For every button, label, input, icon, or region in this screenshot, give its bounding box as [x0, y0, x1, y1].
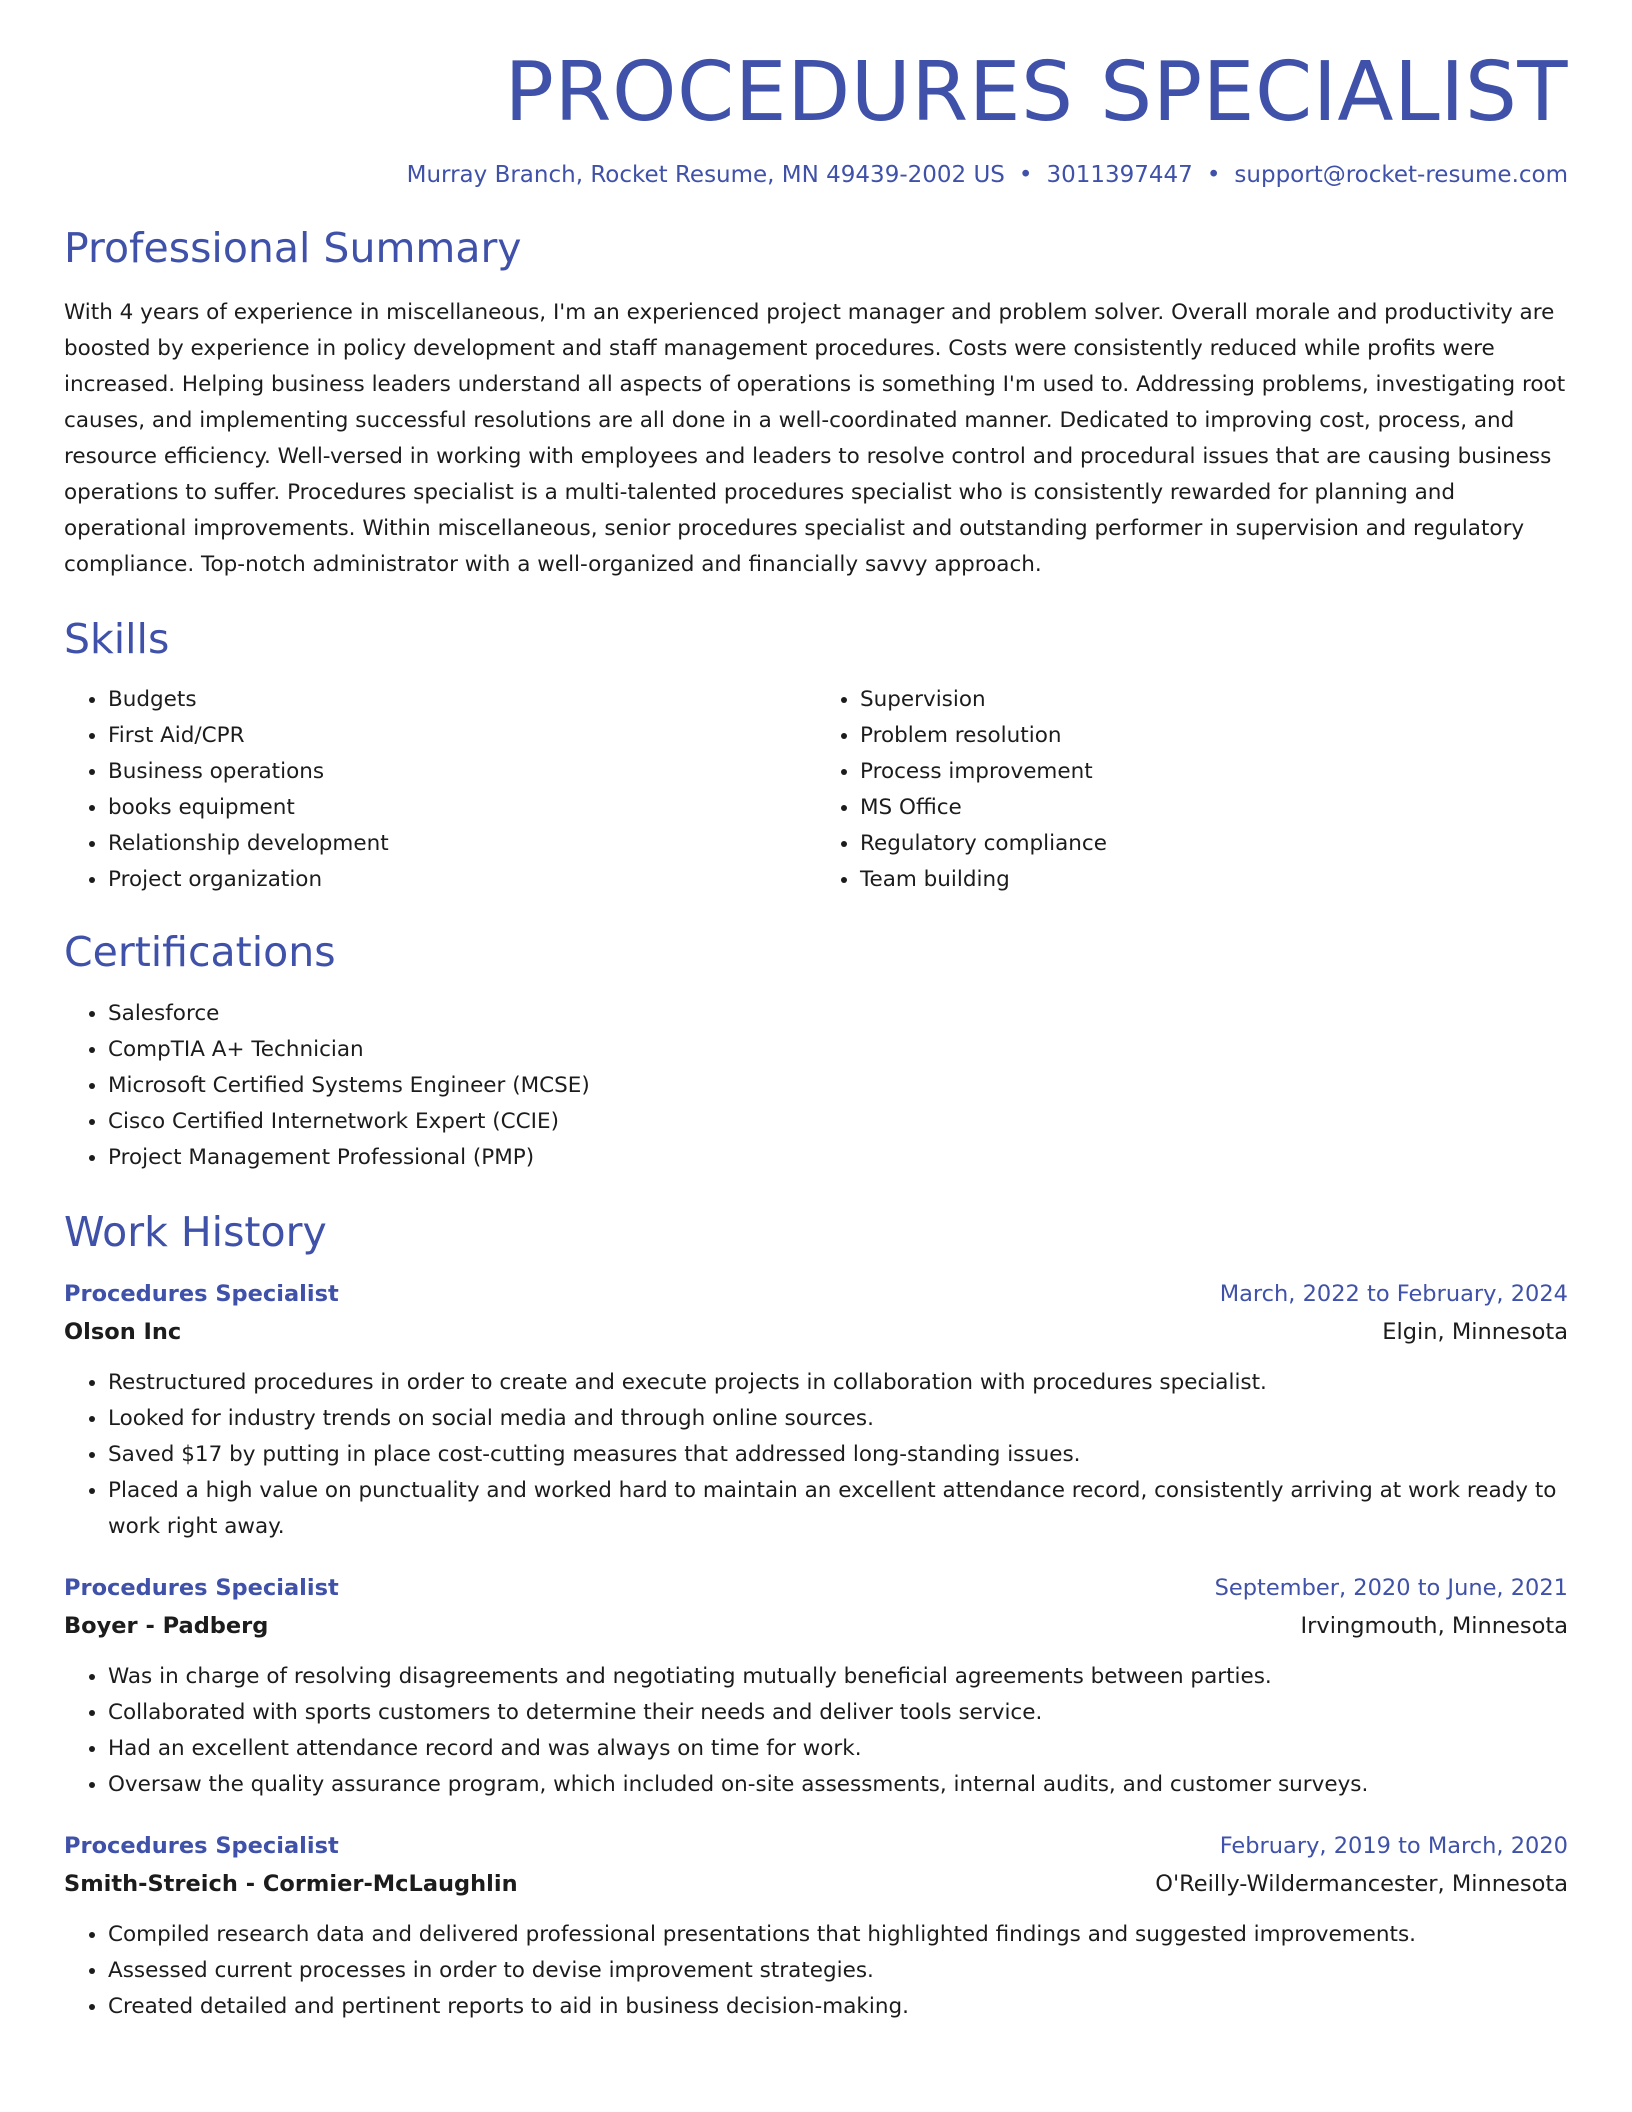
job-bullet: • Saved $17 by putting in place cost-cutting measures that addressed long-standing issues. — [108, 1437, 1568, 1473]
certification-item: • Project Management Professional (PMP) — [108, 1140, 1568, 1176]
contact-separator: • — [1206, 162, 1221, 189]
job-entry — [64, 1827, 1568, 2025]
job-bullet: • Placed a high value on punctuality and worked hard to maintain an excellent attendance record, consistently arriving at work ready to work right away. — [108, 1473, 1568, 1545]
skill-item: • Problem resolution — [860, 718, 1568, 754]
certification-item: • Cisco Certified Internetwork Expert (CCIE) — [108, 1104, 1568, 1140]
page-title: PROCEDURES SPECIALIST — [504, 45, 1568, 140]
job-header-row — [64, 1569, 1568, 1607]
email-link[interactable]: support@rocket-resume.com — [1234, 162, 1568, 189]
job-company-row — [64, 1865, 1568, 1903]
job-title: Procedures Specialist — [64, 1574, 339, 1601]
section-heading-certifications: Certifications — [64, 928, 336, 977]
section-heading-work-history: Work History — [64, 1207, 327, 1256]
resume-header — [64, 46, 1568, 188]
job-bullet: • Looked for industry trends on social media and through online sources. — [108, 1401, 1568, 1437]
job-company-row — [64, 1607, 1568, 1645]
work-history-section — [64, 1207, 1568, 2025]
job-header-row — [64, 1275, 1568, 1313]
job-bullets — [64, 1659, 1568, 1803]
job-location: Elgin, Minnesota — [1382, 1318, 1568, 1345]
job-bullet: • Compiled research data and delivered professional presentations that highlighted findings and suggested improvements. — [108, 1917, 1568, 1953]
job-bullets — [64, 1917, 1568, 2025]
summary-text: With 4 years of experience in miscellaneous, I'm an experienced project manager and problem solver. Overall morale and productivity are boosted by experience in policy development and staff management procedures. Costs were consistently reduced while profits were increased. Helping business leaders understand all aspects of operations is something I'm used to. Addressing problems, investigating root causes, and implementing successful resolutions are all done in a well-coordinated manner. Dedicated to improving cost, process, and resource efficiency. Well-versed in working with employees and leaders to resolve control and procedural issues that are causing business operations to suffer. Procedures specialist is a multi-talented procedures specialist who is consistently rewarded for planning and operational improvements. Within miscellaneous, senior procedures specialist and outstanding performer in supervision and regulatory compliance. Top-notch administrator with a well-organized and financially savvy approach. — [64, 300, 1566, 578]
job-entry — [64, 1275, 1568, 1545]
skill-item: • Regulatory compliance — [860, 826, 1568, 862]
section-heading-summary: Professional Summary — [64, 224, 522, 273]
skills-grid — [64, 682, 1568, 898]
contact-separator: • — [1018, 162, 1033, 189]
job-bullet: • Restructured procedures in order to create and execute projects in collaboration with procedures specialist. — [108, 1365, 1568, 1401]
job-dates: March, 2022 to February, 2024 — [1219, 1280, 1568, 1307]
job-title: Procedures Specialist — [64, 1832, 339, 1859]
job-bullets — [64, 1365, 1568, 1545]
skills-list-right — [816, 682, 1568, 898]
job-bullet: • Was in charge of resolving disagreements and negotiating mutually beneficial agreements between parties. — [108, 1659, 1568, 1695]
certifications-list — [64, 996, 1568, 1176]
phone-text: 3011397447 — [1046, 162, 1193, 189]
job-bullet: • Assessed current processes in order to devise improvement strategies. — [108, 1953, 1568, 1989]
certification-item: • Microsoft Certified Systems Engineer (MCSE) — [108, 1068, 1568, 1104]
job-bullet: • Oversaw the quality assurance program, which included on-site assessments, internal audits, and customer surveys. — [108, 1767, 1568, 1803]
job-company-row — [64, 1313, 1568, 1351]
contact-line — [64, 162, 1568, 188]
company-name: Smith-Streich - Cormier-McLaughlin — [64, 1870, 518, 1897]
job-bullet: • Collaborated with sports customers to determine their needs and deliver tools service. — [108, 1695, 1568, 1731]
skills-list-left — [64, 682, 816, 898]
certifications-section — [64, 930, 1568, 1175]
job-bullet: • Had an excellent attendance record and was always on time for work. — [108, 1731, 1568, 1767]
certification-item: • CompTIA A+ Technician — [108, 1032, 1568, 1068]
certification-item: • Salesforce — [108, 996, 1568, 1032]
skills-section — [64, 617, 1568, 898]
skill-item: • Project organization — [108, 862, 816, 898]
job-dates: September, 2020 to June, 2021 — [1214, 1574, 1568, 1601]
skill-item: • First Aid/CPR — [108, 718, 816, 754]
skill-item: • MS Office — [860, 790, 1568, 826]
job-bullet: • Created detailed and pertinent reports to aid in business decision-making. — [108, 1989, 1568, 2025]
skill-item: • Supervision — [860, 682, 1568, 718]
job-title: Procedures Specialist — [64, 1280, 339, 1307]
skill-item: • Business operations — [108, 754, 816, 790]
skill-item: • Relationship development — [108, 826, 816, 862]
company-name: Olson Inc — [64, 1318, 182, 1345]
skill-item: • Team building — [860, 862, 1568, 898]
job-dates: February, 2019 to March, 2020 — [1219, 1832, 1568, 1859]
job-location: O'Reilly-Wildermancester, Minnesota — [1155, 1870, 1568, 1897]
job-header-row — [64, 1827, 1568, 1865]
skill-item: • Budgets — [108, 682, 816, 718]
skill-item: • Process improvement — [860, 754, 1568, 790]
company-name: Boyer - Padberg — [64, 1612, 269, 1639]
section-heading-skills: Skills — [64, 615, 170, 664]
summary-section — [64, 226, 1568, 583]
job-entry — [64, 1569, 1568, 1803]
job-location: Irvingmouth, Minnesota — [1300, 1612, 1568, 1639]
address-text: Murray Branch, Rocket Resume, MN 49439-2002 US — [406, 162, 1005, 189]
skill-item: • books equipment — [108, 790, 816, 826]
